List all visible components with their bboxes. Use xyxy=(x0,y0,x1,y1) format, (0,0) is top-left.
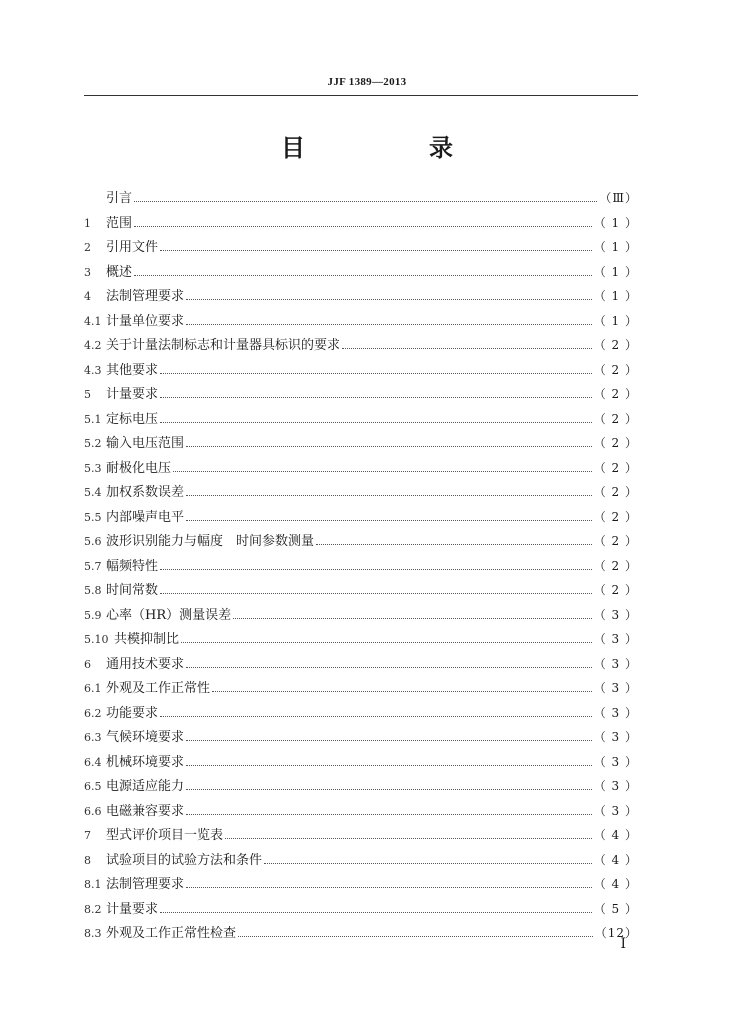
toc-entry-label: 其他要求 xyxy=(106,362,159,378)
toc-entry[interactable] xyxy=(84,186,638,211)
header-rule xyxy=(84,95,638,96)
toc-leader-dots xyxy=(160,249,592,251)
toc-entry[interactable] xyxy=(84,652,638,677)
toc-entry-label: 引言 xyxy=(106,191,133,206)
toc-entry-number: 6.4 xyxy=(84,755,102,769)
toc-entry-label: 外观及工作正常性 xyxy=(106,681,211,696)
toc-entry-page: （ 3 ） xyxy=(593,632,638,646)
toc-leader-dots xyxy=(186,813,592,815)
toc-leader-dots xyxy=(212,690,592,692)
toc-entry[interactable] xyxy=(84,750,638,775)
toc-entry-label: 电磁兼容要求 xyxy=(106,803,185,819)
toc-entry-page: （Ⅲ） xyxy=(599,191,638,205)
toc-entry[interactable] xyxy=(84,211,638,236)
toc-entry-page: （ 3 ） xyxy=(593,779,638,793)
toc-entry-page: （ 3 ） xyxy=(593,803,638,818)
toc-entry-page: （ 2 ） xyxy=(593,509,638,524)
toc-entry-page: （ 2 ） xyxy=(593,583,638,597)
toc-entry-number: 6 xyxy=(84,657,91,671)
toc-leader-dots xyxy=(134,274,592,276)
toc-entry-number: 7 xyxy=(84,829,91,842)
toc-entry-label: 计量单位要求 xyxy=(106,313,185,329)
document-code-header: JJF 1389—2013 xyxy=(327,76,407,88)
toc-entry[interactable] xyxy=(84,529,638,554)
page-number: Ⅰ xyxy=(620,936,626,952)
toc-entry-number: 6.5 xyxy=(84,780,102,793)
toc-leader-dots xyxy=(160,592,592,594)
toc-entry-number: 4.3 xyxy=(84,363,102,377)
toc-entry-label: 心率（HR）测量误差 xyxy=(106,607,232,623)
toc-entry-label: 范围 xyxy=(106,215,133,231)
toc-entry-label: 内部噪声电平 xyxy=(106,509,185,525)
toc-entry[interactable] xyxy=(84,235,638,260)
toc-entry[interactable] xyxy=(84,848,638,873)
toc-entry-page: （ 5 ） xyxy=(593,901,638,916)
toc-entry-number: 4.2 xyxy=(84,339,102,352)
toc-entry-label: 外观及工作正常性检查 xyxy=(106,926,237,941)
toc-entry-number: 8.1 xyxy=(84,878,102,891)
toc-leader-dots xyxy=(186,494,592,496)
toc-entry-label: 计量要求 xyxy=(106,387,159,402)
toc-entry-page: （ 3 ） xyxy=(593,754,638,769)
toc-entry-number: 5.4 xyxy=(84,486,102,499)
toc-entry-label: 机械环境要求 xyxy=(106,754,185,770)
toc-entry-number: 8.2 xyxy=(84,902,102,916)
toc-entry-page: （ 2 ） xyxy=(593,387,638,401)
toc-entry-label: 型式评价项目一览表 xyxy=(106,828,224,843)
toc-entry-number: 1 xyxy=(84,216,91,230)
toc-leader-dots xyxy=(186,788,592,790)
toc-entry-number: 5.9 xyxy=(84,608,102,622)
toc-entry-page: （ 4 ） xyxy=(593,852,638,867)
toc-entry[interactable] xyxy=(84,358,638,383)
toc-entry[interactable] xyxy=(84,260,638,285)
toc-entry-number: 5.6 xyxy=(84,535,102,548)
toc-entry-page: （ 2 ） xyxy=(593,338,638,352)
toc-leader-dots xyxy=(186,764,592,766)
toc-entry[interactable] xyxy=(84,284,638,309)
toc-entry-label: 功能要求 xyxy=(106,705,159,721)
toc-entry-label: 气候环境要求 xyxy=(106,730,185,745)
toc-leader-dots xyxy=(316,543,592,545)
toc-entry-page: （ 3 ） xyxy=(593,607,638,622)
toc-entry-page: （ 2 ） xyxy=(593,411,638,426)
toc-entry-page: （ 1 ） xyxy=(593,289,638,303)
toc-entry-page: （ 2 ） xyxy=(593,362,638,377)
toc-leader-dots xyxy=(173,470,592,472)
toc-entry-label: 引用文件 xyxy=(106,240,159,255)
toc-entry-label: 时间常数 xyxy=(106,583,159,598)
toc-entry-page: （ 3 ） xyxy=(593,705,638,720)
toc-entry[interactable] xyxy=(84,578,638,603)
toc-leader-dots xyxy=(264,862,592,864)
toc-entry[interactable] xyxy=(84,897,638,922)
toc-leader-dots xyxy=(186,739,592,741)
toc-entry-number: 5.8 xyxy=(84,584,102,597)
toc-entry[interactable] xyxy=(84,505,638,530)
toc-leader-dots xyxy=(186,666,592,668)
toc-entry[interactable] xyxy=(84,823,638,848)
toc-entry-number: 5 xyxy=(84,388,91,401)
toc-entry-page: （ 1 ） xyxy=(593,240,638,254)
toc-entry-number: 6.1 xyxy=(84,682,102,695)
toc-leader-dots xyxy=(233,617,592,619)
toc-entry-number: 5.5 xyxy=(84,510,102,524)
toc-entry-label: 电源适应能力 xyxy=(106,779,185,794)
toc-leader-dots xyxy=(181,641,592,643)
toc-entry-label: 关于计量法制标志和计量器具标识的要求 xyxy=(106,338,341,353)
toc-leader-dots xyxy=(186,886,592,888)
toc-entry-label: 共模抑制比 xyxy=(114,632,180,647)
toc-entry[interactable] xyxy=(84,603,638,628)
toc-entry-label: 定标电压 xyxy=(106,411,159,427)
toc-entry-number: 2 xyxy=(84,241,91,254)
toc-entry-page: （ 4 ） xyxy=(593,828,638,842)
toc-entry-number: 6.2 xyxy=(84,706,102,720)
toc-leader-dots xyxy=(160,421,592,423)
toc-leader-dots xyxy=(160,372,592,374)
table-of-contents xyxy=(84,186,638,946)
toc-entry-number: 4 xyxy=(84,290,91,303)
toc-entry-page: （ 3 ） xyxy=(593,656,638,671)
toc-entry-number: 4.1 xyxy=(84,314,102,328)
toc-entry[interactable] xyxy=(84,872,638,897)
toc-leader-dots xyxy=(160,715,592,717)
toc-entry[interactable] xyxy=(84,309,638,334)
toc-leader-dots xyxy=(134,200,597,202)
toc-leader-dots xyxy=(186,445,592,447)
toc-entry-label: 概述 xyxy=(106,264,133,280)
toc-leader-dots xyxy=(160,396,592,398)
toc-entry-label: 波形识别能力与幅度 时间参数测量 xyxy=(106,534,315,549)
toc-entry[interactable] xyxy=(84,701,638,726)
toc-leader-dots xyxy=(225,837,592,839)
toc-entry-page: （ 1 ） xyxy=(593,264,638,279)
toc-entry-label: 通用技术要求 xyxy=(106,656,185,672)
toc-entry-number: 6.6 xyxy=(84,804,102,818)
toc-entry-page: （ 2 ） xyxy=(593,558,638,573)
toc-entry-label: 幅频特性 xyxy=(106,558,159,574)
toc-entry-label: 耐极化电压 xyxy=(106,460,172,476)
toc-entry[interactable] xyxy=(84,676,638,701)
toc-entry-label: 计量要求 xyxy=(106,901,159,917)
toc-entry[interactable] xyxy=(84,799,638,824)
toc-entry-page: （ 2 ） xyxy=(593,436,638,450)
toc-entry[interactable] xyxy=(84,554,638,579)
toc-entry-page: （ 2 ） xyxy=(593,534,638,548)
toc-entry[interactable] xyxy=(84,333,638,358)
toc-entry-page: （ 1 ） xyxy=(593,313,638,328)
toc-entry-label: 输入电压范围 xyxy=(106,436,185,451)
toc-entry-page: （12） xyxy=(594,926,638,940)
toc-entry-number: 3 xyxy=(84,265,91,279)
toc-entry-number: 5.10 xyxy=(84,633,109,646)
toc-entry-number: 8.3 xyxy=(84,927,102,940)
toc-entry[interactable] xyxy=(84,774,638,799)
toc-leader-dots xyxy=(238,935,593,937)
toc-entry[interactable] xyxy=(84,921,638,946)
toc-entry[interactable] xyxy=(84,431,638,456)
toc-entry-number: 8 xyxy=(84,853,91,867)
toc-leader-dots xyxy=(160,911,592,913)
toc-entry-number: 5.7 xyxy=(84,559,102,573)
toc-leader-dots xyxy=(186,519,592,521)
toc-entry-number: 5.2 xyxy=(84,437,102,450)
toc-entry-label: 试验项目的试验方法和条件 xyxy=(106,852,263,868)
toc-entry-label: 加权系数误差 xyxy=(106,485,185,500)
toc-leader-dots xyxy=(342,347,592,349)
toc-entry-page: （ 3 ） xyxy=(593,681,638,695)
toc-entry-label: 法制管理要求 xyxy=(106,289,185,304)
toc-entry-number: 5.1 xyxy=(84,412,102,426)
toc-entry-page: （ 4 ） xyxy=(593,877,638,891)
toc-entry-number: 6.3 xyxy=(84,731,102,744)
toc-leader-dots xyxy=(134,225,592,227)
toc-entry[interactable] xyxy=(84,382,638,407)
toc-entry-page: （ 2 ） xyxy=(593,485,638,499)
toc-entry-page: （ 2 ） xyxy=(593,460,638,475)
toc-entry-label: 法制管理要求 xyxy=(106,877,185,892)
toc-entry-page: （ 1 ） xyxy=(593,215,638,230)
toc-leader-dots xyxy=(186,323,592,325)
toc-entry[interactable] xyxy=(84,627,638,652)
toc-leader-dots xyxy=(160,568,592,570)
toc-entry-number: 5.3 xyxy=(84,461,102,475)
toc-entry[interactable] xyxy=(84,407,638,432)
toc-entry[interactable] xyxy=(84,456,638,481)
toc-entry[interactable] xyxy=(84,725,638,750)
toc-title: 目 录 xyxy=(281,134,503,162)
toc-entry[interactable] xyxy=(84,480,638,505)
toc-leader-dots xyxy=(186,298,592,300)
toc-entry-page: （ 3 ） xyxy=(593,730,638,744)
